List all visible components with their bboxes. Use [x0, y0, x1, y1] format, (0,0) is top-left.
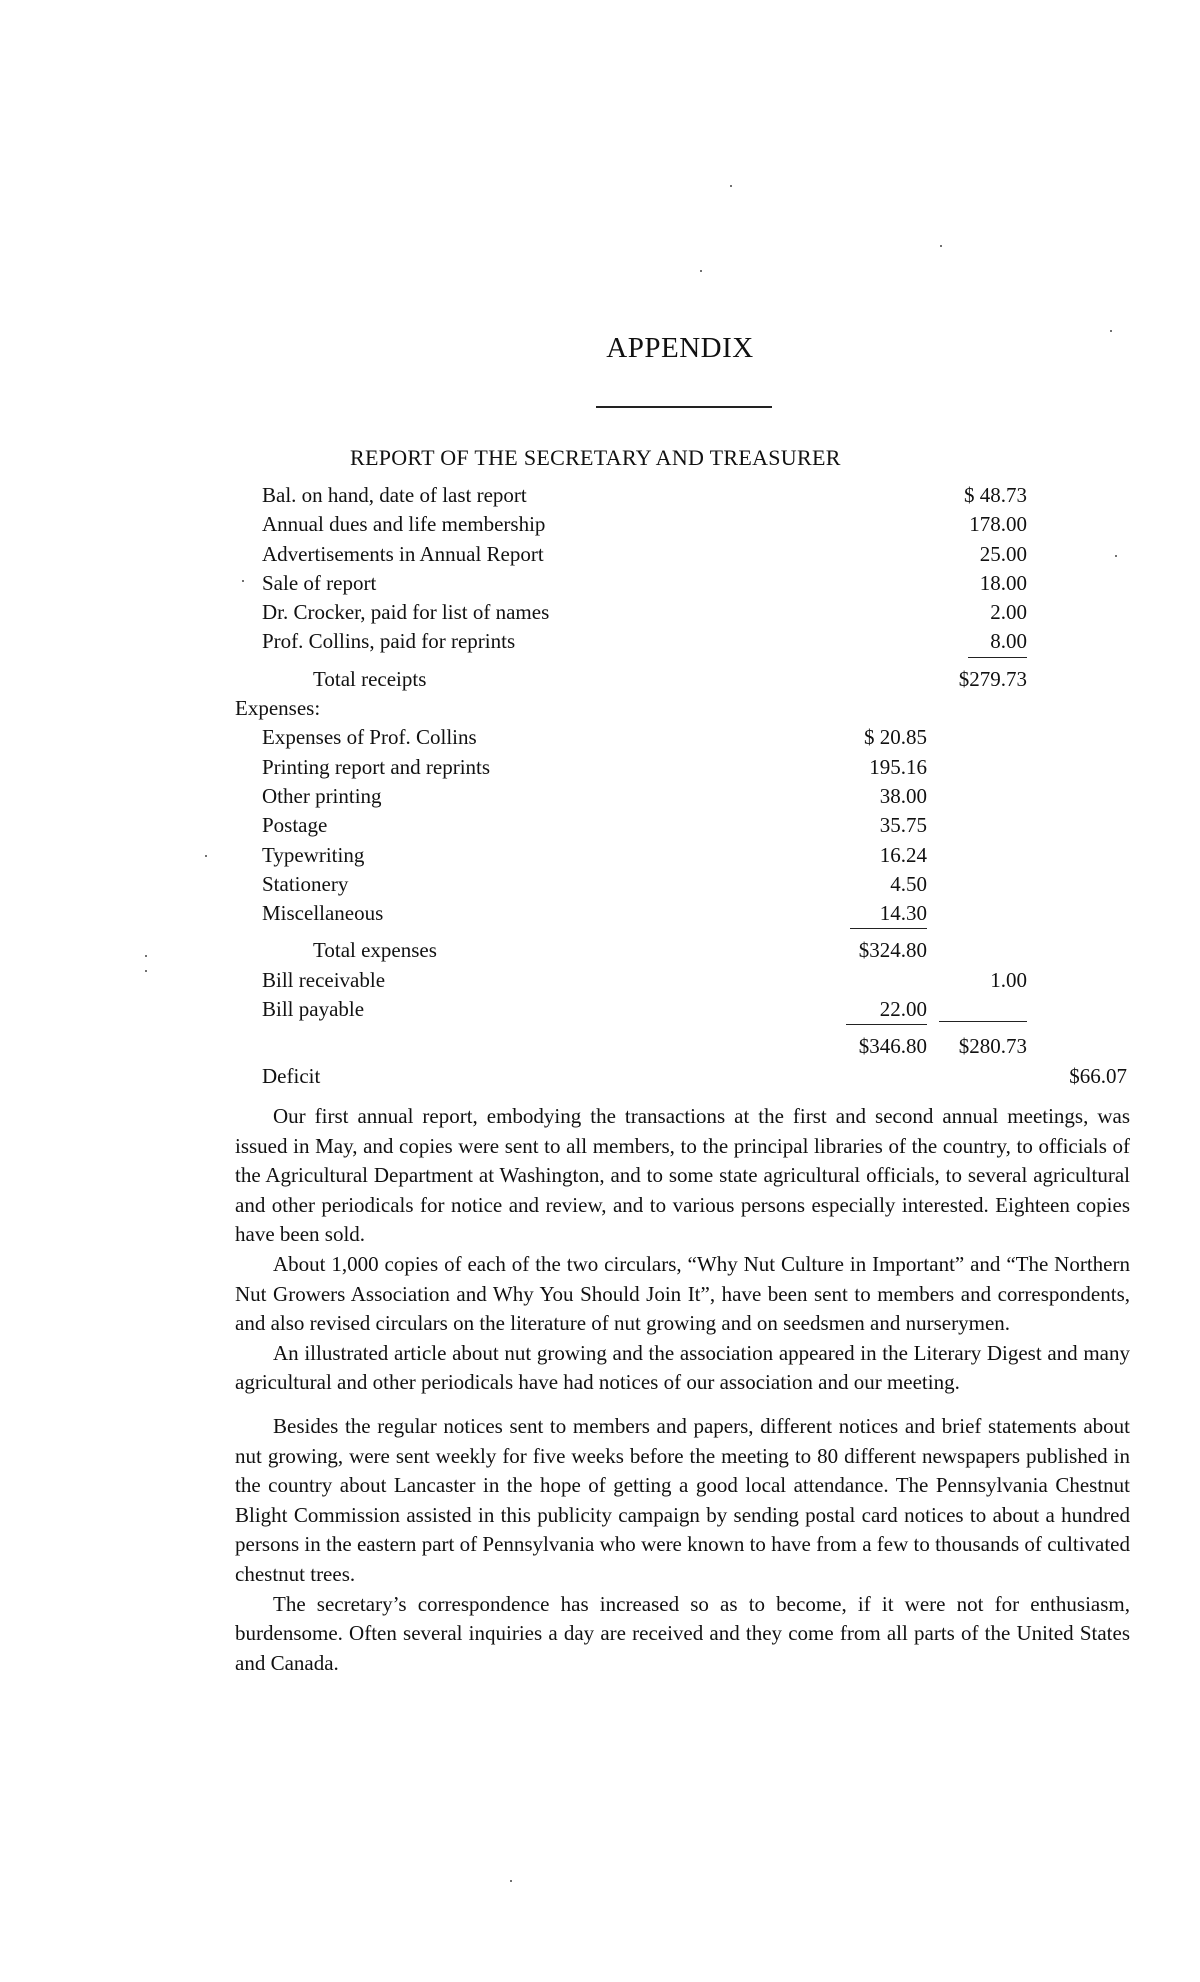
- row-amount: $ 20.85: [864, 725, 927, 750]
- scan-speck: [510, 1880, 512, 1882]
- ledger-row: [235, 899, 1135, 928]
- row-amount: $66.07: [1069, 1063, 1127, 1088]
- heading-rule: [596, 406, 772, 408]
- row-amount: 18.00: [979, 570, 1027, 595]
- ledger-row: [235, 627, 1135, 656]
- deficit-row: [235, 1062, 1135, 1091]
- row-label: Other printing: [262, 783, 382, 808]
- ledger-row: [235, 723, 1135, 752]
- row-label: Bal. on hand, date of last report: [262, 483, 527, 507]
- scan-speck: [145, 955, 147, 957]
- ledger-row: [235, 540, 1135, 569]
- row-label: Typewriting: [262, 842, 365, 867]
- paragraph: An illustrated article about nut growing and the association appeared in the Literary Digest and many agricultural and other periodicals have had notices of our association and our meeting.: [235, 1340, 1130, 1395]
- row-amount: 35.75: [879, 813, 927, 838]
- row-label: Prof. Collins, paid for reprints: [262, 629, 516, 654]
- paragraph: Our first annual report, embodying the transactions at the first and second annual meetings, was issued in May, and copies were sent to all members, to the principal libraries of the country, to officials of the Agricultural Department at Washington, and to some state agricultural officials, to several agricultural and other periodicals for notice and review, and to various persons especially interested. Eighteen copies have been sold.: [235, 1104, 1130, 1247]
- row-amount: 1.00: [990, 967, 1027, 992]
- grand-total-receipts: $280.73: [958, 1034, 1027, 1059]
- row-label: Miscellaneous: [262, 901, 384, 926]
- paragraph: The secretary’s correspondence has increased so as to become, if it were not for enthusiasm, burdensome. Often several inquiries a day are received and they come from all parts of the United States and Canada.: [235, 1591, 1130, 1675]
- scan-speck: [1110, 330, 1112, 332]
- row-label: Stationery: [262, 871, 349, 896]
- report-title: REPORT OF THE SECRETARY AND TREASURER: [350, 445, 841, 470]
- financial-ledger: [235, 481, 1135, 1091]
- grand-total-expenses: $346.80: [858, 1034, 927, 1059]
- row-amount: $279.73: [958, 666, 1027, 691]
- row-label: Advertisements in Annual Report: [262, 541, 544, 566]
- ledger-row: [235, 782, 1135, 811]
- row-label: Total receipts: [313, 666, 427, 691]
- ledger-row: [235, 598, 1135, 627]
- row-amount: 16.24: [879, 842, 927, 867]
- row-amount: 38.00: [879, 783, 927, 808]
- row-label: Annual dues and life membership: [262, 512, 546, 537]
- row-label: Dr. Crocker, paid for list of names: [262, 600, 550, 625]
- ledger-row: [235, 811, 1135, 840]
- row-label: Expenses of Prof. Collins: [262, 725, 477, 750]
- scan-speck: [1115, 555, 1117, 557]
- row-label: Printing report and reprints: [262, 754, 491, 779]
- total-receipts-row: [235, 665, 1135, 694]
- row-amount: 4.50: [890, 871, 927, 896]
- ledger-row: [235, 870, 1135, 899]
- scan-speck: [205, 855, 207, 857]
- scan-speck: [700, 270, 702, 272]
- row-amount: 178.00: [969, 512, 1027, 537]
- ledger-row: [235, 569, 1135, 598]
- section-label: Expenses:: [235, 696, 321, 721]
- page-heading: APPENDIX: [606, 332, 754, 364]
- ledger-row: [235, 841, 1135, 870]
- row-label: Bill receivable: [262, 967, 386, 992]
- row-label: Bill payable: [262, 997, 365, 1022]
- expenses-heading-row: [235, 694, 1135, 723]
- paragraph: Besides the regular notices sent to members and papers, different notices and brief statements about nut growing, were sent weekly for five weeks before the meeting to 80 different newspapers published in the country about Lancaster in the hope of getting a good local attendance. The Pennsylvania Chestnut Blight Commission assisted in this publicity campaign by sending postal card notices to about a hundred persons in the eastern part of Pennsylvania who were known to have from a few to thousands of cultivated chestnut trees.: [235, 1413, 1130, 1586]
- scan-speck: [242, 580, 244, 582]
- row-label: Postage: [262, 813, 328, 838]
- scan-speck: [940, 245, 942, 247]
- row-amount: 8.00: [968, 627, 1027, 657]
- row-amount: 2.00: [990, 600, 1027, 625]
- total-expenses-row: [235, 936, 1135, 965]
- row-label: Deficit: [262, 1063, 321, 1088]
- row-amount: $ 48.73: [964, 483, 1027, 507]
- row-amount: 25.00: [979, 541, 1027, 566]
- grand-totals-row: [235, 1032, 1135, 1061]
- row-amount: $324.80: [858, 938, 927, 963]
- bill-receivable-row: [235, 966, 1135, 995]
- scan-speck: [145, 970, 147, 972]
- scan-speck: [730, 185, 732, 187]
- row-label: Total expenses: [313, 938, 437, 963]
- ledger-row: [235, 510, 1135, 539]
- ledger-row: [235, 753, 1135, 782]
- row-amount: 14.30: [850, 899, 927, 929]
- report-body: [235, 1102, 1130, 1678]
- column-rule: [939, 995, 1027, 1022]
- row-amount: 22.00: [846, 995, 927, 1025]
- row-label: Sale of report: [262, 570, 377, 595]
- ledger-row: [235, 481, 1135, 510]
- bill-payable-row: [235, 995, 1135, 1024]
- row-amount: 195.16: [869, 754, 927, 779]
- paragraph: About 1,000 copies of each of the two circulars, “Why Nut Culture in Important” and “The Northern Nut Growers Association and Why You Should Join It”, have been sent to members and correspondents, and also revised circulars on the literature of nut growing and on seedsmen and nurserymen.: [235, 1251, 1130, 1336]
